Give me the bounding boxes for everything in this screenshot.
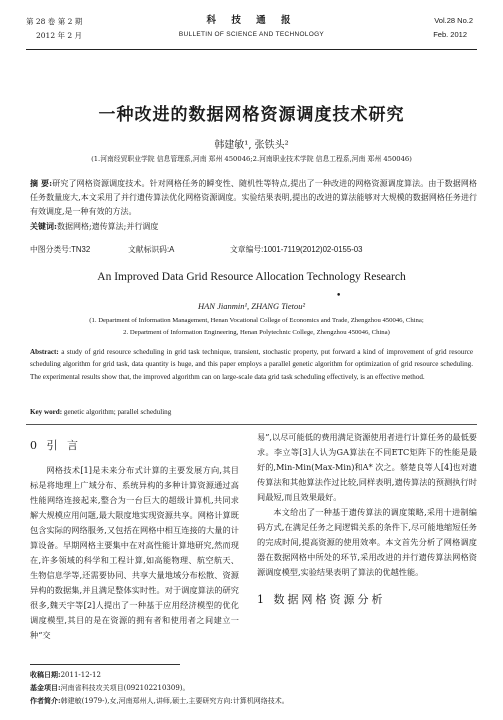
- authors-en: HAN Jianmin¹, ZHANG Tietou²: [197, 301, 306, 311]
- header-rule: [26, 49, 477, 50]
- body-column-right: [257, 430, 477, 611]
- intro-paragraph-2: 本文给出了一种基于遗传算法的调度策略,采用十进制编码方式,在满足任务之间逻辑关系的条件下,尽可能地缩短任务的完成时间,提高资源的使用效率。本文首先分析了网格调度器在数据网格中所处的环节,采用改进的并行遗传算法网格资源调度模型,实验结果表明了算法的优越性能。: [257, 507, 477, 577]
- paper-title-en: An Improved Data Grid Resource Allocation Technology Research: [97, 271, 406, 283]
- footnote-fund: 基金项目:河南省科技攻关项目(092102210309)。: [30, 683, 190, 692]
- abstract-en: [30, 346, 473, 383]
- affiliation-en-2: 2. Department of Information Engineering, Henan Polytechnic College, Zhengzhou 450046, China): [123, 329, 390, 336]
- journal-name-en: BULLETIN OF SCIENCE AND TECHNOLOGY: [178, 31, 325, 38]
- section-1-heading: 1 数据网格资源分析: [257, 593, 386, 606]
- intro-paragraph-1-continued: 易”,以尽可能低的费用满足资源使用者进行计算任务的最低要求。李立等[3]人认为GA算法在不同ETC矩阵下的性能是最好的,Min-Min(Max-Min)和A* 次之。蔡楚良等人[4]也对遗传算法和其他算法作过比较,同样表明,遗传算法的预测执行时间最短,而且效果最好。: [257, 432, 477, 502]
- abstract-cn-label: 摘 要:: [30, 178, 53, 188]
- abstract-divider: [26, 424, 477, 425]
- date-en: Feb. 2012: [433, 30, 467, 39]
- keywords-cn: [30, 221, 477, 232]
- keywords-cn-text: 数据网格;遗传算法;并行调度: [56, 222, 159, 231]
- intro-paragraph-1: 网格技术[1]是未来分布式计算的主要发展方向,其目标是将地理上广域分布、系统异构的多种计算资源通过高性能网络连接起来,整合为一台巨大的超级计算机,共同求解大规模应用问题,最大限度地实现资源共享。网格计算既包含实际的网络服务,又包括在网格中相互连接的大量的计算设备。早期网格主要集中在对高性能计算地研究,然而现在,许多领域的科学和工程计算,如高能物理、航空航天、生物信息学等,还需要协同、共享大量地域分布松散、资源异构的数据集,并且满足整体实时性。对于调度算法的研究很多,魏天宇等[2]人提出了一种基于应用经济模型的优化调度模型,其目的是在资源的拥有者和使用者之间建立一种“交: [30, 465, 239, 640]
- volume-en: Vol.28 No.2: [434, 16, 473, 25]
- footnote-rule: [30, 664, 180, 665]
- body-column-left: [30, 430, 239, 643]
- section-0-heading: 0 引 言: [30, 439, 81, 452]
- journal-name-cn: 科 技 通 报: [206, 15, 297, 26]
- volume-cn: 第 28 卷 第 2 期: [26, 17, 83, 26]
- abstract-en-text: a study of grid resource scheduling in grid task technique, transient, stochastic property, put forward a kind of improvement of grid resource scheduling algorithm for grid task, data quantity is huge, and this paper employs a parallel genetic algorithm for optimization of grid resource scheduling. The experimental results show that, the improved algorithm can on large-scale data grid task scheduling effectively, is an effective method.: [30, 348, 474, 381]
- clc-number: 中图分类号:TN32: [30, 245, 91, 254]
- article-number: 文章编号:1001-7119(2012)02-0155-03: [230, 245, 363, 254]
- footnote-author: 作者简介:韩建敏(1979-),女,河南郑州人,讲师,硕士,主要研究方向:计算机网络技术。: [30, 696, 289, 705]
- keywords-cn-label: 关键词:: [30, 221, 57, 231]
- keywords-en: [30, 408, 473, 416]
- journal-header: [26, 8, 477, 50]
- abstract-en-label: Abstract:: [30, 348, 59, 356]
- dot-mark: •: [336, 291, 342, 301]
- affiliation-cn: (1.河南经贸职业学院 信息管理系,河南 郑州 450046;2.河南职业技术学院 信息工程系,河南 郑州 450046): [91, 155, 412, 163]
- date-cn: 2012 年 2 月: [36, 31, 83, 40]
- affiliation-en-1: (1. Department of Information Management, Henan Vocational College of Economics and Trade, Zhengzhou 450046, China;: [89, 317, 424, 324]
- paper-title-cn: 一种改进的数据网格资源调度技术研究: [98, 105, 405, 125]
- abstract-cn: [30, 176, 477, 219]
- authors-cn: 韩建敏¹, 张铁头²: [214, 140, 289, 151]
- document-code: 文献标识码:A: [128, 245, 175, 254]
- abstract-cn-text: 研究了网格资源调度技术。针对网格任务的瞬变性、随机性等特点,提出了一种改进的网格资源调度算法。由于数据网格任务数量庞大,本文采用了并行遗传算法优化网格资源调度。实验结果表明,提出的改进的算法能够对大规模的数据网格任务进行有效调度,是一种有效的方法。: [30, 179, 477, 216]
- keywords-en-label: Key word:: [30, 408, 63, 416]
- keywords-en-text: genetic algorithm; parallel scheduling: [63, 408, 172, 416]
- footnote-received: 收稿日期:2011-12-12: [30, 670, 101, 679]
- classification-line: [30, 244, 477, 256]
